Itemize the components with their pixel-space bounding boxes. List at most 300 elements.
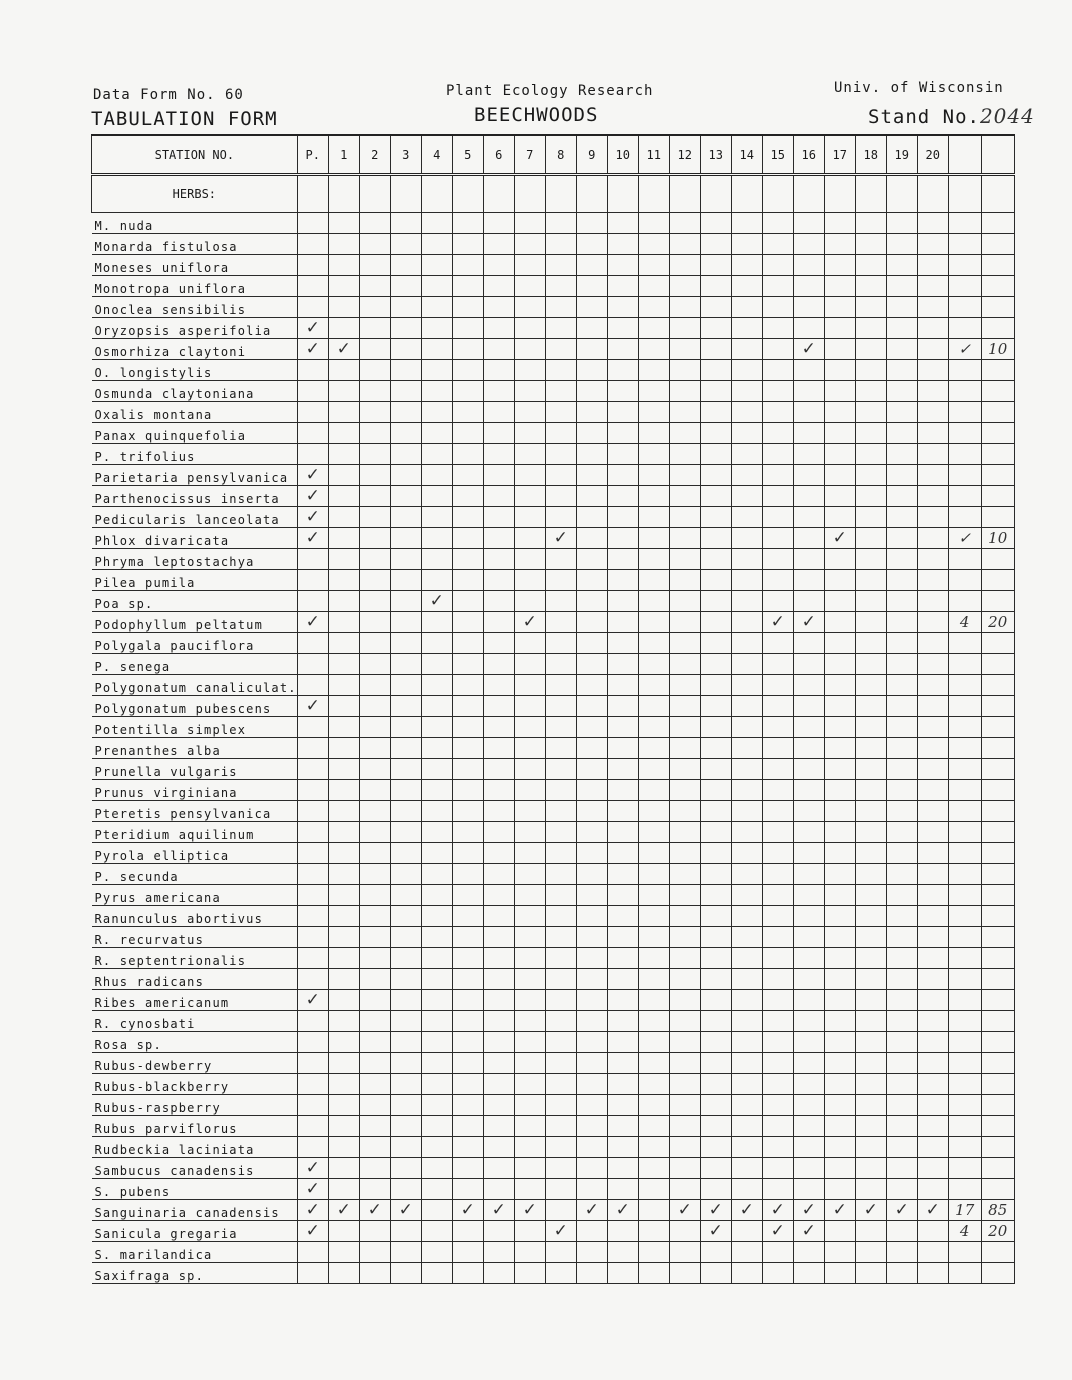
species-row — [92, 465, 1015, 486]
grid-cell — [731, 297, 762, 318]
grid-cell — [855, 1095, 886, 1116]
grid-cell — [545, 633, 576, 654]
grid-cell — [731, 948, 762, 969]
grid-cell — [452, 528, 483, 549]
species-name: Phlox divaricata — [92, 528, 298, 549]
species-name: Sambucus canadensis — [92, 1158, 298, 1179]
grid-cell — [576, 549, 607, 570]
station-column-header: 9 — [576, 135, 607, 175]
grid-cell — [328, 444, 359, 465]
grid-cell — [359, 1200, 390, 1221]
grid-cell — [855, 1053, 886, 1074]
grid-cell — [359, 1011, 390, 1032]
grid-cell — [452, 654, 483, 675]
grid-cell — [638, 1242, 669, 1263]
species-name: Pilea pumila — [92, 570, 298, 591]
grid-cell — [576, 612, 607, 633]
grid-cell — [359, 507, 390, 528]
grid-cell — [421, 1221, 452, 1242]
species-row — [92, 213, 1015, 234]
grid-cell — [762, 1116, 793, 1137]
check-mark: ✓ — [770, 612, 785, 632]
grid-cell — [762, 1158, 793, 1179]
grid-cell — [762, 549, 793, 570]
grid-cell — [421, 1242, 452, 1263]
species-row — [92, 717, 1015, 738]
grid-cell — [700, 780, 731, 801]
grid-cell — [762, 1032, 793, 1053]
grid-cell — [981, 1032, 1014, 1053]
grid-cell — [390, 906, 421, 927]
grid-cell — [981, 318, 1014, 339]
grid-cell — [607, 1158, 638, 1179]
grid-cell — [793, 318, 824, 339]
grid-cell — [328, 1221, 359, 1242]
grid-cell — [981, 885, 1014, 906]
grid-cell — [359, 318, 390, 339]
grid-cell — [886, 990, 917, 1011]
grid-cell — [948, 1158, 981, 1179]
species-row — [92, 591, 1015, 612]
grid-cell — [886, 969, 917, 990]
grid-cell — [762, 507, 793, 528]
grid-cell — [793, 1074, 824, 1095]
grid-cell — [390, 234, 421, 255]
grid-cell — [452, 276, 483, 297]
grid-cell — [762, 339, 793, 360]
grid-cell — [700, 1221, 731, 1242]
grid-cell — [917, 822, 948, 843]
grid-cell — [917, 843, 948, 864]
grid-cell — [483, 1179, 514, 1200]
grid-cell — [421, 175, 452, 213]
grid-cell — [948, 675, 981, 696]
grid-cell — [731, 360, 762, 381]
grid-cell — [886, 675, 917, 696]
grid-cell — [886, 801, 917, 822]
grid-cell — [452, 360, 483, 381]
grid-cell — [359, 1221, 390, 1242]
grid-cell — [948, 528, 981, 549]
grid-cell — [700, 612, 731, 633]
grid-cell — [607, 444, 638, 465]
grid-cell — [328, 822, 359, 843]
grid-cell — [762, 1242, 793, 1263]
grid-cell — [452, 780, 483, 801]
grid-cell — [700, 696, 731, 717]
grid-cell — [948, 402, 981, 423]
grid-cell — [669, 175, 700, 213]
grid-cell — [328, 927, 359, 948]
grid-cell — [390, 843, 421, 864]
grid-cell — [576, 1263, 607, 1284]
grid-cell — [917, 1074, 948, 1095]
grid-cell — [793, 738, 824, 759]
grid-cell — [638, 1137, 669, 1158]
species-row — [92, 1242, 1015, 1263]
check-mark: ✓ — [305, 696, 320, 716]
grid-cell — [669, 759, 700, 780]
grid-cell — [483, 948, 514, 969]
grid-cell — [855, 1011, 886, 1032]
grid-cell — [483, 1242, 514, 1263]
grid-cell — [669, 1074, 700, 1095]
grid-cell — [297, 759, 328, 780]
check-mark: ✓ — [708, 1200, 723, 1220]
station-column-header: 17 — [824, 135, 855, 175]
grid-cell — [452, 1263, 483, 1284]
grid-cell — [576, 801, 607, 822]
grid-cell — [452, 402, 483, 423]
grid-cell — [793, 297, 824, 318]
check-mark: ✓ — [553, 528, 568, 548]
grid-cell — [669, 402, 700, 423]
grid-cell — [328, 969, 359, 990]
grid-cell — [700, 213, 731, 234]
grid-cell — [793, 1095, 824, 1116]
grid-cell — [793, 1263, 824, 1284]
grid-cell — [793, 1011, 824, 1032]
grid-cell — [545, 654, 576, 675]
grid-cell — [359, 654, 390, 675]
grid-cell — [390, 339, 421, 360]
grid-cell — [390, 822, 421, 843]
grid-cell — [669, 843, 700, 864]
grid-cell — [483, 528, 514, 549]
grid-cell — [669, 1200, 700, 1221]
grid-cell — [638, 738, 669, 759]
grid-cell — [297, 570, 328, 591]
grid-cell — [576, 675, 607, 696]
grid-cell — [390, 570, 421, 591]
grid-cell — [359, 234, 390, 255]
grid-cell — [917, 1116, 948, 1137]
grid-cell — [886, 423, 917, 444]
grid-cell — [545, 843, 576, 864]
grid-cell — [359, 1137, 390, 1158]
species-row — [92, 339, 1015, 360]
species-name: S. marilandica — [92, 1242, 298, 1263]
grid-cell — [545, 591, 576, 612]
grid-cell — [855, 297, 886, 318]
grid-cell — [421, 276, 452, 297]
species-row — [92, 423, 1015, 444]
grid-cell — [917, 444, 948, 465]
species-name: M. nuda — [92, 213, 298, 234]
grid-cell — [576, 234, 607, 255]
grid-cell — [421, 339, 452, 360]
grid-cell — [452, 549, 483, 570]
grid-cell — [297, 1242, 328, 1263]
species-row — [92, 1158, 1015, 1179]
grid-cell — [359, 759, 390, 780]
grid-cell — [514, 780, 545, 801]
grid-cell — [297, 696, 328, 717]
grid-cell — [483, 1263, 514, 1284]
grid-cell — [328, 465, 359, 486]
grid-cell — [824, 948, 855, 969]
check-mark: ✓ — [770, 1200, 785, 1220]
grid-cell — [824, 675, 855, 696]
grid-cell — [638, 1032, 669, 1053]
species-row — [92, 402, 1015, 423]
grid-cell — [886, 1053, 917, 1074]
grid-cell — [669, 927, 700, 948]
grid-cell — [514, 1221, 545, 1242]
grid-cell — [981, 738, 1014, 759]
species-name: Potentilla simplex — [92, 717, 298, 738]
grid-cell — [731, 486, 762, 507]
frequency-percent: 85 — [988, 1201, 1008, 1219]
species-row — [92, 1116, 1015, 1137]
grid-cell — [855, 444, 886, 465]
grid-cell — [514, 444, 545, 465]
grid-cell — [948, 381, 981, 402]
grid-cell — [793, 1137, 824, 1158]
grid-cell — [483, 990, 514, 1011]
grid-cell — [762, 360, 793, 381]
grid-cell — [297, 885, 328, 906]
frequency-total: 17 — [955, 1201, 975, 1219]
grid-cell — [762, 255, 793, 276]
check-mark: ✓ — [367, 1200, 382, 1220]
grid-cell — [886, 381, 917, 402]
grid-cell — [638, 1263, 669, 1284]
species-row — [92, 234, 1015, 255]
grid-cell — [824, 1074, 855, 1095]
grid-cell — [917, 759, 948, 780]
grid-cell — [669, 234, 700, 255]
grid-cell — [731, 990, 762, 1011]
grid-cell — [948, 1221, 981, 1242]
grid-cell — [824, 465, 855, 486]
grid-cell — [948, 549, 981, 570]
grid-cell — [545, 549, 576, 570]
grid-cell — [297, 213, 328, 234]
frequency-percent: 10 — [988, 529, 1008, 547]
grid-cell — [390, 591, 421, 612]
grid-cell — [452, 969, 483, 990]
check-mark: ✓ — [832, 1200, 847, 1220]
grid-cell — [948, 486, 981, 507]
grid-cell — [607, 1074, 638, 1095]
grid-cell — [731, 255, 762, 276]
grid-cell — [390, 1116, 421, 1137]
species-name: Monotropa uniflora — [92, 276, 298, 297]
grid-cell — [328, 1200, 359, 1221]
grid-cell — [607, 738, 638, 759]
grid-cell — [483, 1011, 514, 1032]
species-name: R. cynosbati — [92, 1011, 298, 1032]
grid-cell — [886, 1032, 917, 1053]
grid-cell — [669, 822, 700, 843]
check-mark: ✓ — [305, 612, 320, 632]
species-row — [92, 864, 1015, 885]
grid-cell — [576, 717, 607, 738]
grid-cell — [824, 885, 855, 906]
grid-cell — [607, 864, 638, 885]
grid-cell — [700, 234, 731, 255]
grid-cell — [545, 1116, 576, 1137]
grid-cell — [731, 423, 762, 444]
grid-cell — [483, 339, 514, 360]
grid-cell — [328, 717, 359, 738]
grid-cell — [700, 927, 731, 948]
grid-cell — [981, 696, 1014, 717]
grid-cell — [576, 1137, 607, 1158]
grid-cell — [390, 1137, 421, 1158]
grid-cell — [483, 654, 514, 675]
grid-cell — [669, 528, 700, 549]
grid-cell — [731, 1221, 762, 1242]
grid-cell — [855, 1179, 886, 1200]
species-row — [92, 696, 1015, 717]
grid-cell — [514, 654, 545, 675]
station-column-header: 16 — [793, 135, 824, 175]
grid-cell — [669, 906, 700, 927]
grid-cell — [297, 465, 328, 486]
grid-cell — [390, 1263, 421, 1284]
grid-cell — [328, 276, 359, 297]
species-name: Osmunda claytoniana — [92, 381, 298, 402]
grid-cell — [576, 780, 607, 801]
grid-cell — [886, 738, 917, 759]
grid-cell — [328, 507, 359, 528]
grid-cell — [452, 1158, 483, 1179]
grid-cell — [390, 1011, 421, 1032]
grid-cell — [359, 381, 390, 402]
grid-cell — [576, 759, 607, 780]
grid-cell — [793, 885, 824, 906]
station-column-header — [948, 135, 981, 175]
grid-cell — [824, 843, 855, 864]
grid-cell — [576, 444, 607, 465]
grid-cell — [297, 843, 328, 864]
grid-cell — [452, 633, 483, 654]
grid-cell — [390, 717, 421, 738]
grid-cell — [545, 990, 576, 1011]
grid-cell — [700, 738, 731, 759]
grid-cell — [359, 549, 390, 570]
grid-cell — [793, 1200, 824, 1221]
check-mark: ✓ — [305, 528, 320, 548]
grid-cell — [638, 1158, 669, 1179]
grid-cell — [669, 255, 700, 276]
grid-cell — [700, 381, 731, 402]
grid-cell — [328, 570, 359, 591]
grid-cell — [824, 864, 855, 885]
check-mark: ✓ — [336, 339, 351, 359]
grid-cell — [731, 717, 762, 738]
species-row — [92, 318, 1015, 339]
grid-cell — [981, 591, 1014, 612]
species-row — [92, 780, 1015, 801]
grid-cell — [297, 175, 328, 213]
check-mark: ✓ — [894, 1200, 909, 1220]
grid-cell — [638, 175, 669, 213]
grid-cell — [514, 591, 545, 612]
grid-cell — [824, 486, 855, 507]
grid-cell — [886, 465, 917, 486]
grid-cell — [700, 528, 731, 549]
grid-cell — [359, 486, 390, 507]
grid-cell — [328, 1158, 359, 1179]
grid-cell — [886, 549, 917, 570]
check-mark: ✓ — [615, 1200, 630, 1220]
species-name: Pteridium aquilinum — [92, 822, 298, 843]
grid-cell — [886, 507, 917, 528]
grid-cell — [452, 1221, 483, 1242]
form-title: TABULATION FORM — [91, 108, 278, 130]
grid-cell — [638, 1116, 669, 1137]
grid-cell — [700, 423, 731, 444]
grid-cell — [421, 486, 452, 507]
grid-cell — [483, 591, 514, 612]
grid-cell — [948, 507, 981, 528]
herbs-section-label: HERBS: — [92, 175, 298, 213]
grid-cell — [948, 1263, 981, 1284]
grid-cell — [576, 864, 607, 885]
grid-cell — [514, 990, 545, 1011]
species-row — [92, 255, 1015, 276]
grid-cell — [545, 612, 576, 633]
check-mark: ✓ — [677, 1200, 692, 1220]
grid-cell — [731, 1263, 762, 1284]
species-row — [92, 1200, 1015, 1221]
grid-cell — [731, 801, 762, 822]
grid-cell — [545, 738, 576, 759]
grid-cell — [607, 175, 638, 213]
grid-cell — [886, 612, 917, 633]
grid-cell — [421, 1011, 452, 1032]
grid-cell — [948, 927, 981, 948]
grid-cell — [328, 402, 359, 423]
grid-cell — [981, 969, 1014, 990]
grid-cell — [731, 1095, 762, 1116]
grid-cell — [638, 402, 669, 423]
grid-cell — [731, 780, 762, 801]
grid-cell — [483, 1116, 514, 1137]
grid-cell — [638, 906, 669, 927]
grid-cell — [669, 549, 700, 570]
grid-cell — [359, 528, 390, 549]
grid-cell — [731, 276, 762, 297]
grid-cell — [855, 255, 886, 276]
grid-cell — [762, 175, 793, 213]
grid-cell — [607, 1053, 638, 1074]
grid-cell — [607, 360, 638, 381]
grid-cell — [483, 318, 514, 339]
species-row — [92, 1074, 1015, 1095]
grid-cell — [793, 507, 824, 528]
grid-cell — [297, 675, 328, 696]
grid-cell — [762, 1095, 793, 1116]
grid-cell — [762, 276, 793, 297]
grid-cell — [762, 612, 793, 633]
grid-cell — [514, 612, 545, 633]
grid-cell — [824, 1200, 855, 1221]
species-name: Parietaria pensylvanica — [92, 465, 298, 486]
grid-cell — [421, 822, 452, 843]
grid-cell — [981, 507, 1014, 528]
grid-cell — [421, 297, 452, 318]
grid-cell — [452, 318, 483, 339]
grid-cell — [793, 612, 824, 633]
grid-cell — [514, 696, 545, 717]
grid-cell — [514, 1158, 545, 1179]
grid-cell — [483, 381, 514, 402]
grid-cell — [917, 864, 948, 885]
